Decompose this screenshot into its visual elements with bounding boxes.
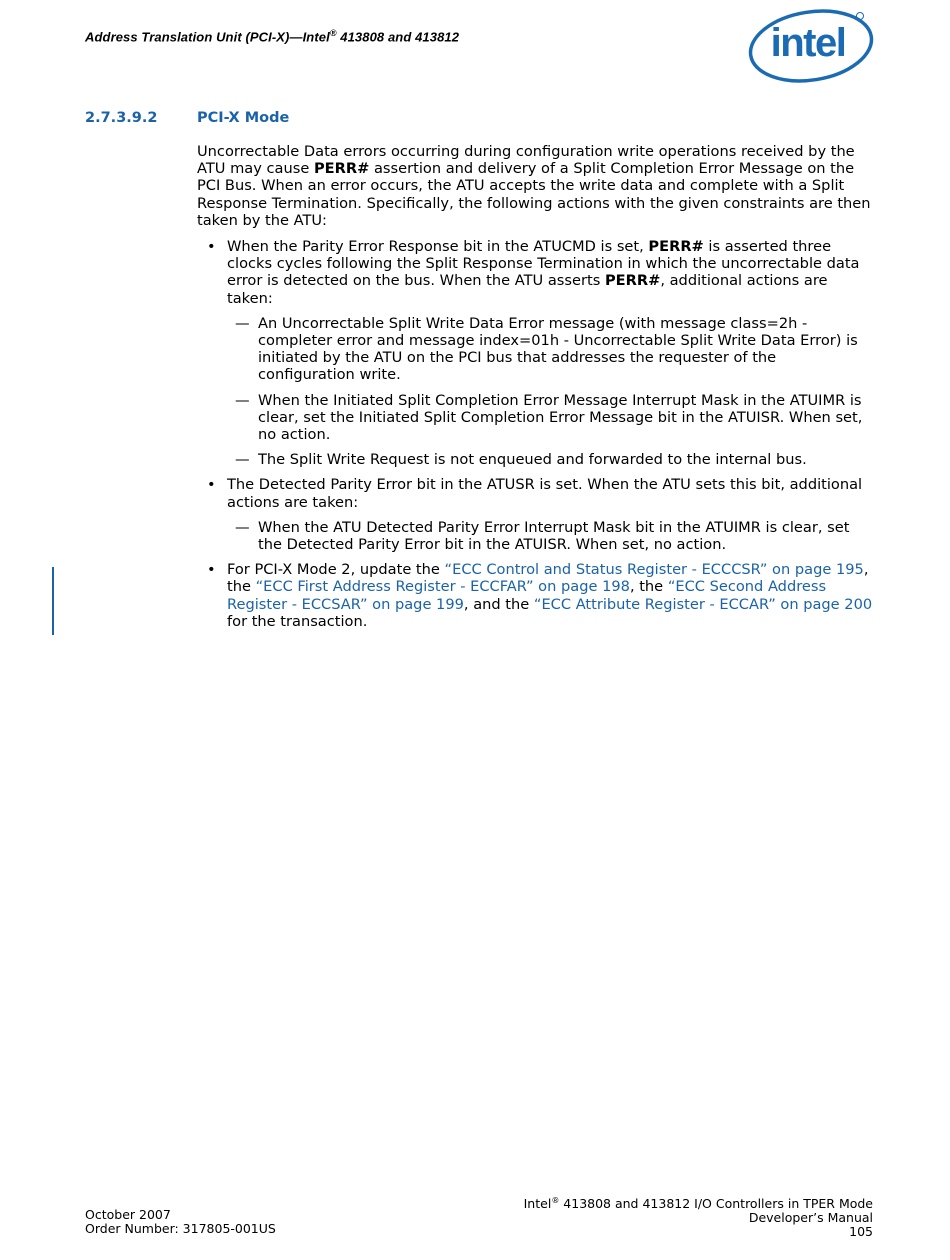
svg-text:intel: intel bbox=[770, 21, 846, 65]
bullet-item: • For PCI-X Mode 2, update the “ECC Control and Status Register - ECCCSR” on page 195, the “ECC First Address Register - ECCFAR” on page 198, the “ECC Second Address Register - ECCSAR” on page 199, and the “ECC Attribute Register - ECCAR” on page 200 for the transaction. bbox=[207, 561, 873, 630]
bullet-item: • The Detected Parity Error bit in the ATUSR is set. When the ATU sets this bit, additional actions are taken: — When the ATU Detected Parity Error Interrupt Mask bit in the ATUIMR is clear, set the Detected Parity Error bit in the ATUISR. When set, no action. bbox=[197, 476, 873, 553]
dash-item: — When the ATU Detected Parity Error Interrupt Mask bit in the ATUIMR is clear, set the Detected Parity Error bit in the ATUISR. When set, no action. bbox=[235, 518, 850, 554]
dash-item: — The Split Write Request is not enqueued and forwarded to the internal bus. bbox=[235, 451, 807, 469]
eccar-link[interactable]: “ECC Attribute Register - ECCAR” on page 200 bbox=[533, 595, 873, 613]
dash-marker: — bbox=[235, 391, 250, 409]
footer-date: October 2007 bbox=[85, 1207, 171, 1222]
intel-logo bbox=[746, 2, 876, 86]
section-number: 2.7.3.9.2 bbox=[85, 110, 158, 126]
change-bar bbox=[52, 567, 54, 635]
dash-item: — An Uncorrectable Split Write Data Error message (with message class=2h - completer error and message index=01h - Uncorrectable Split Write Data Error) is initiated by the ATU on the PCI bus that addresses the requester of the configuration write. bbox=[235, 314, 858, 384]
footer-doc-type: Developer’s Manual bbox=[748, 1210, 873, 1226]
footer-doc-title: Intel® 413808 and 413812 I/O Controllers in TPER Mode bbox=[523, 1196, 873, 1212]
bullet-marker: • bbox=[207, 476, 216, 494]
page-number: 105 bbox=[849, 1224, 873, 1240]
intro-paragraph: Uncorrectable Data errors occurring during configuration write operations received by the ATU may cause PERR# assertion and delivery of a Split Completion Error Message on the PCI Bus. When an error occurs, the ATU accepts the write data and complete with a Split Response Termination. Specifically, the following actions with the given constraints are then taken by the ATU: bbox=[197, 143, 871, 229]
section-body bbox=[197, 143, 873, 638]
eccsar-link[interactable]: “ECC Second Address Register - ECCSAR” on page 199 bbox=[227, 578, 827, 613]
bullet-item: • When the Parity Error Response bit in the ATUCMD is set, PERR# is asserted three clocks cycles following the Split Response Termination in which the uncorrectable data error is detected on the bus. When the ATU asserts PERR#, additional actions are taken: — An Uncorrectable Split Write Data Error message (with message class=2h - completer error and message index=01h - Uncorrectable Split Write Data Error) is initiated by the ATU on the PCI bus that addresses the requester of the configuration write. — When the Initiated Split Completion Error Message Interrupt Mask in the ATUIMR is clear, set the Initiated Split Completion Error Message bit in the ATUISR. When set, no action. — The Split Write Request is not enqueued and forwarded to the internal bus. bbox=[197, 238, 873, 468]
dash-list bbox=[227, 315, 873, 469]
eccsr-link[interactable]: “ECC Control and Status Register - ECCCSR” on page 195 bbox=[444, 561, 864, 579]
dash-item: — When the Initiated Split Completion Error Message Interrupt Mask in the ATUIMR is clear, set the Initiated Split Completion Error Message bit in the ATUISR. When set, no action. bbox=[235, 391, 863, 444]
dash-marker: — bbox=[235, 518, 250, 536]
section-title: PCI-X Mode bbox=[197, 110, 290, 126]
dash-marker: — bbox=[235, 314, 250, 332]
footer-right bbox=[524, 1194, 873, 1239]
bullet-marker: • bbox=[207, 561, 216, 579]
running-header: Address Translation Unit (PCI-X)—Intel® 413808 and 413812 bbox=[85, 28, 460, 45]
dash-list bbox=[227, 519, 873, 553]
dash-marker: — bbox=[235, 451, 250, 469]
bullet-list bbox=[197, 238, 873, 630]
footer-left bbox=[85, 1208, 276, 1236]
bullet-marker: • bbox=[207, 238, 216, 256]
eccfar-link[interactable]: “ECC First Address Register - ECCFAR” on page 198 bbox=[255, 578, 630, 596]
footer-order-number: Order Number: 317805-001US bbox=[85, 1221, 276, 1236]
